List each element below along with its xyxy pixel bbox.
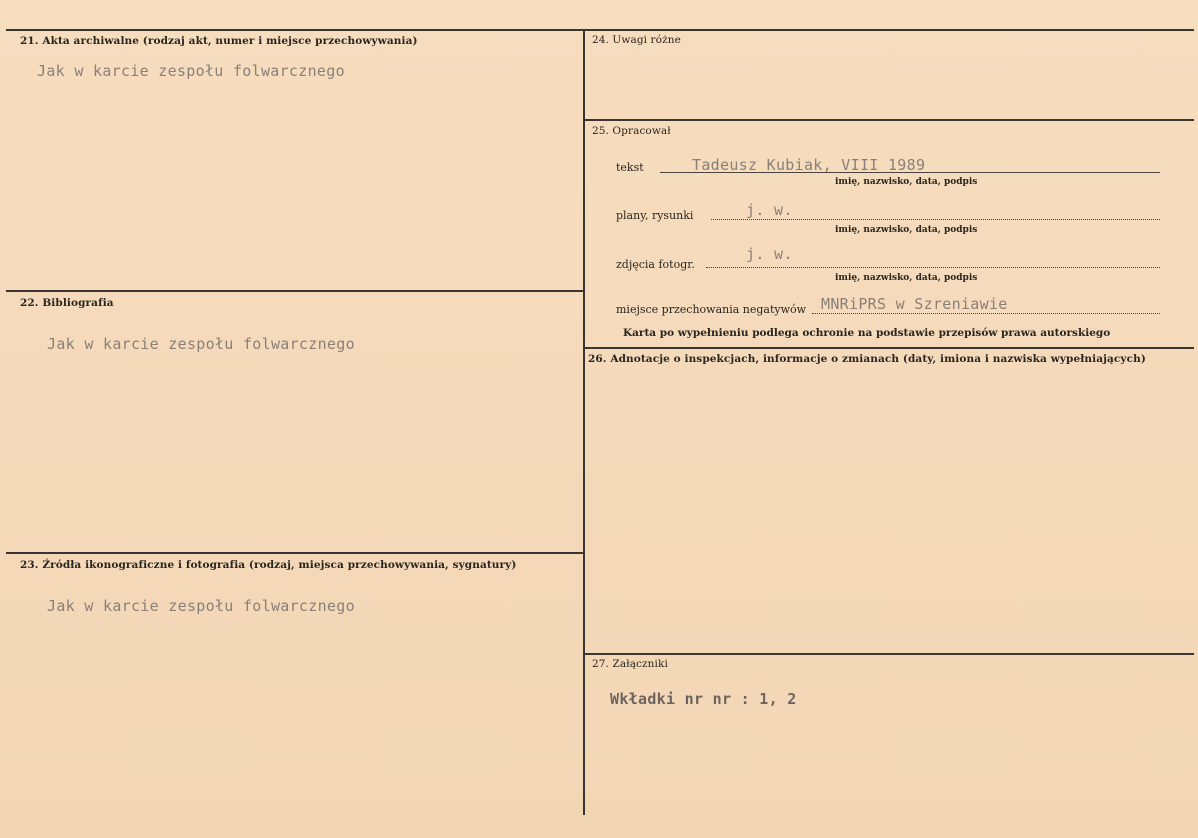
plany-caption: imię, nazwisko, data, podpis xyxy=(835,225,978,235)
right-divider-26 xyxy=(584,347,1194,349)
section-24-label: 24. Uwagi różne xyxy=(592,34,681,46)
section-21-entry: Jak w karcie zespołu folwarcznego xyxy=(37,62,345,80)
plany-label: plany, rysunki xyxy=(616,209,694,222)
zdjecia-value: j. w. xyxy=(746,245,793,263)
section-23-entry: Jak w karcie zespołu folwarcznego xyxy=(47,597,355,615)
right-divider-27 xyxy=(584,653,1194,655)
section-26-label: 26. Adnotacje o inspekcjach, informacje o zmianach (daty, imiona i nazwiska wypełniających) xyxy=(588,353,1146,365)
zdjecia-caption: imię, nazwisko, data, podpis xyxy=(835,273,978,283)
section-22-entry: Jak w karcie zespołu folwarcznego xyxy=(47,335,355,353)
zdjecia-line xyxy=(706,267,1160,268)
plany-value: j. w. xyxy=(746,201,793,219)
tekst-caption: imię, nazwisko, data, podpis xyxy=(835,177,978,187)
section-27-label: 27. Załączniki xyxy=(592,658,668,670)
right-divider-25 xyxy=(584,119,1194,121)
left-divider-23 xyxy=(6,552,584,554)
negatywy-label: miejsce przechowania negatywów xyxy=(616,303,807,316)
section-25-label: 25. Opracował xyxy=(592,125,671,137)
zdjecia-label: zdjęcia fotogr. xyxy=(616,258,695,271)
section-21-label: 21. Akta archiwalne (rodzaj akt, numer i miejsce przechowywania) xyxy=(20,35,418,47)
negatywy-value: MNRiPRS w Szreniawie xyxy=(821,295,1008,313)
section-27-entry: Wkładki nr nr : 1, 2 xyxy=(610,690,797,708)
section-23-label: 23. Źródła ikonograficzne i fotografia (rodzaj, miejsca przechowywania, sygnatury) xyxy=(20,559,517,571)
section-22-label: 22. Bibliografia xyxy=(20,297,114,309)
copyright-note: Karta po wypełnieniu podlega ochronie na podstawie przepisów prawa autorskiego xyxy=(623,327,1111,339)
center-divider xyxy=(583,30,585,815)
plany-line xyxy=(711,219,1160,220)
top-border xyxy=(6,29,1194,31)
left-divider-22 xyxy=(6,290,584,292)
tekst-label: tekst xyxy=(616,161,644,174)
tekst-value: Tadeusz Kubiak, VIII 1989 xyxy=(692,156,926,174)
negatywy-line xyxy=(812,313,1160,314)
